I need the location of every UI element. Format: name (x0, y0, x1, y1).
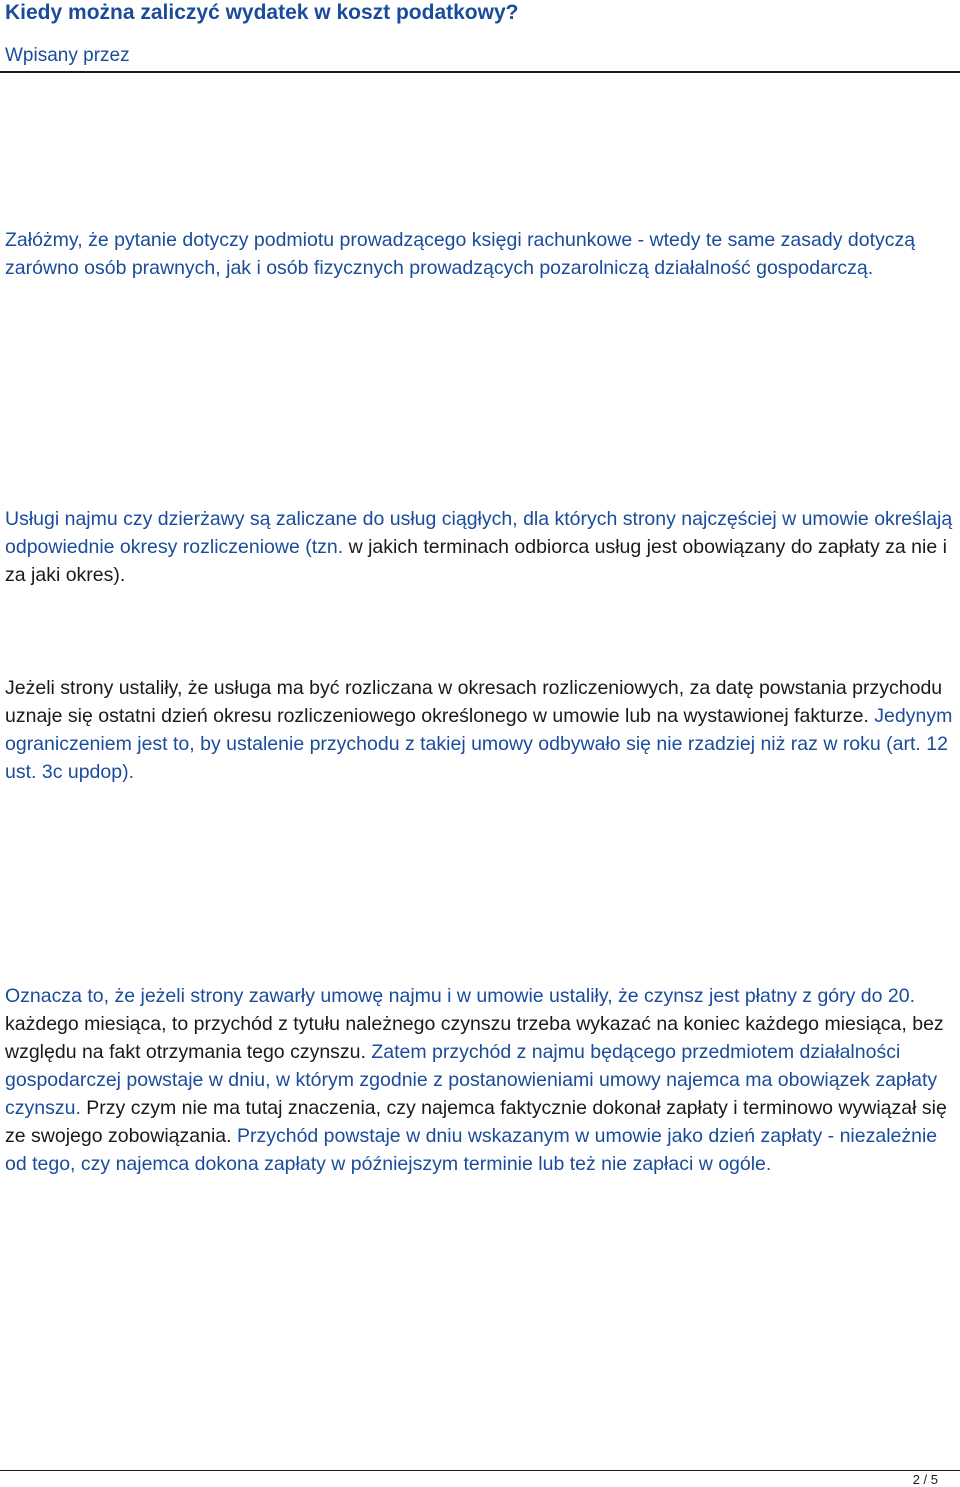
paragraph-2-segment-2: w jakich terminach odbiorca usług jest obowiązany do zapłaty za nie i za jaki okres). (5, 536, 947, 586)
paragraph-4-segment-3: Zatem przychód z najmu będącego przedmiotem działalności gospodarczej powstaje w dniu, w którym zgodnie z postanowieniami umowy najemca ma obowiązek zapłaty czynszu. (5, 1041, 938, 1119)
paragraph-4-segment-4: Przy czym nie ma tutaj znaczenia, czy najemca faktycznie dokonał zapłaty i terminowo wywiązał się ze swojego zobowiązania. (5, 1097, 947, 1147)
header-divider (0, 71, 960, 73)
author-label: Wpisany przez (5, 45, 130, 66)
page-indicator: 2 / 5 (912, 1472, 938, 1487)
paragraph-3-segment-1: Jeżeli strony ustaliły, że usługa ma być rozliczana w okresach rozliczeniowych, za datę powstania przychodu uznaje się ostatni dzień okresu rozliczeniowego określonego w umowie lub na wystawionej fakturze. (5, 677, 943, 727)
paragraph-2 (5, 505, 955, 589)
article-title: Kiedy można zaliczyć wydatek w koszt podatkowy? (5, 1, 519, 24)
paragraph-3-segment-2: Jedynym ograniczeniem jest to, by ustalenie przychodu z takiej umowy odbywało się nie rzadziej niż raz w roku (art. 12 ust. 3c updop). (5, 705, 953, 783)
footer-divider (0, 1470, 960, 1471)
paragraph-4 (5, 982, 955, 1178)
paragraph-4-segment-1: Oznacza to, że jeżeli strony zawarły umowę najmu i w umowie ustaliły, że czynsz jest płatny z góry do 20. (5, 985, 916, 1007)
paragraph-4-segment-5: Przychód powstaje w dniu wskazanym w umowie jako dzień zapłaty - niezależnie od tego, czy najemca dokona zapłaty w późniejszym terminie lub też nie zapłaci w ogóle. (5, 1125, 938, 1175)
paragraph-3 (5, 674, 955, 786)
paragraph-1: Załóżmy, że pytanie dotyczy podmiotu prowadzącego księgi rachunkowe - wtedy te same zasady dotyczą zarówno osób prawnych, jak i osób fizycznych prowadzących pozarolniczą działalność gospodarczą. (5, 229, 916, 279)
paragraph-2-segment-1: Usługi najmu czy dzierżawy są zaliczane do usług ciągłych, dla których strony najczęściej w umowie określają odpowiednie okresy rozliczeniowe (tzn. (5, 508, 953, 558)
paragraph-4-segment-2: każdego miesiąca, to przychód z tytułu należnego czynszu trzeba wykazać na koniec każdego miesiąca, bez względu na fakt otrzymania tego czynszu. (5, 1013, 944, 1063)
